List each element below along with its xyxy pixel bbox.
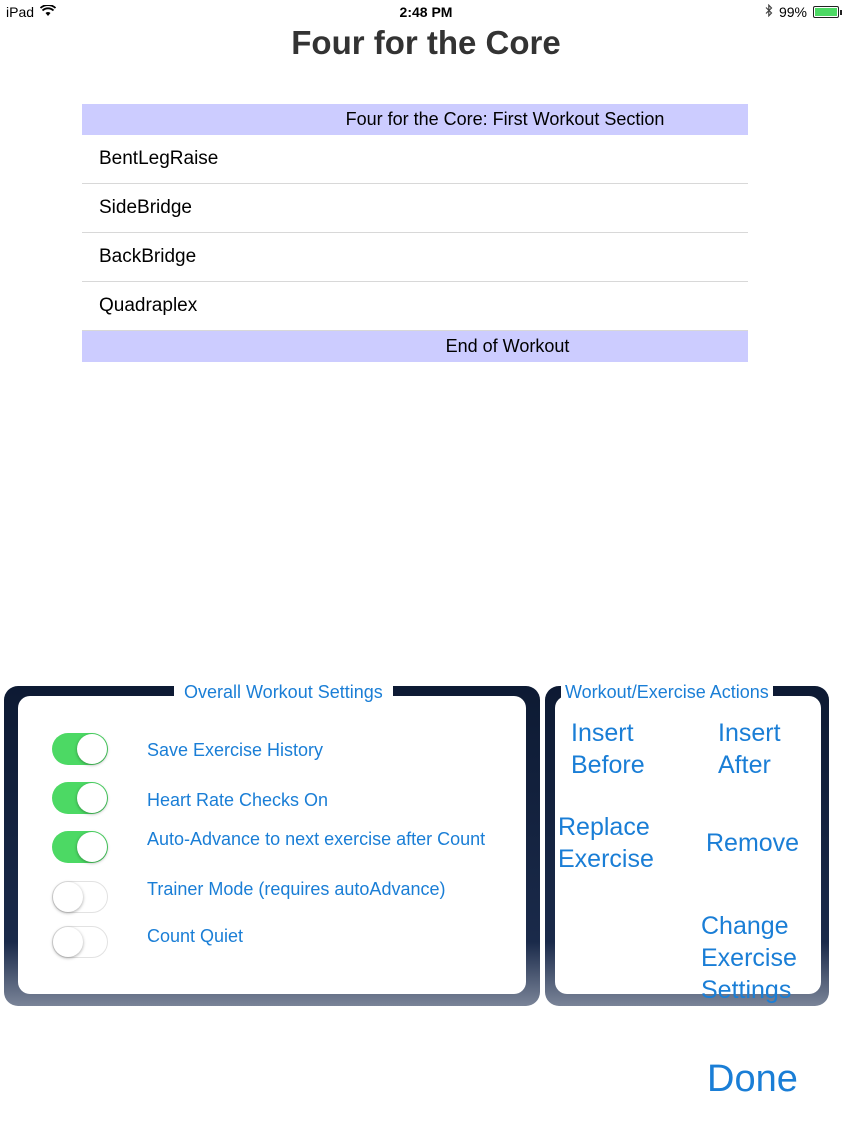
heart-rate-toggle[interactable] — [52, 782, 108, 814]
remove-button[interactable]: Remove — [706, 829, 800, 857]
page-title: Four for the Core — [291, 24, 561, 61]
count-quiet-label: Count Quiet — [147, 926, 244, 946]
actions-panel-body — [555, 696, 821, 1004]
insert-after-label-line1: Insert — [718, 719, 781, 747]
replace-exercise-label-line1: Replace — [558, 813, 650, 841]
insert-before-label-line1: Insert — [571, 719, 634, 747]
device-label: iPad — [6, 4, 35, 20]
exercise-row[interactable]: SideBridge — [82, 184, 748, 233]
exercise-row[interactable]: Quadraplex — [82, 282, 748, 331]
settings-panel — [4, 682, 540, 1006]
status-bar — [0, 0, 852, 24]
save-history-label: Save Exercise History — [147, 740, 324, 760]
settings-panel-body — [18, 696, 526, 994]
trainer-mode-label: Trainer Mode (requires autoAdvance) — [147, 879, 446, 899]
replace-exercise-button[interactable] — [558, 811, 654, 875]
change-settings-label-line1: Change — [701, 912, 789, 940]
change-settings-label-line3: Settings — [701, 976, 792, 1004]
section-header: Four for the Core: First Workout Section — [82, 104, 748, 135]
auto-advance-toggle[interactable] — [52, 831, 108, 863]
replace-exercise-label-line2: Exercise — [558, 845, 654, 873]
bluetooth-icon — [765, 4, 773, 20]
exercise-row[interactable]: BackBridge — [82, 233, 748, 282]
actions-panel-title: Workout/Exercise Actions — [561, 682, 773, 703]
insert-after-button[interactable] — [718, 717, 781, 781]
insert-after-label-line2: After — [718, 751, 771, 779]
done-button[interactable]: Done — [707, 1058, 798, 1100]
end-of-workout-header: End of Workout — [82, 331, 748, 362]
save-history-toggle[interactable] — [52, 733, 108, 765]
heart-rate-label: Heart Rate Checks On — [147, 790, 329, 810]
workout-table — [82, 104, 748, 362]
status-time: 2:48 PM — [399, 4, 453, 20]
insert-before-label-line2: Before — [571, 751, 645, 779]
exercise-row[interactable]: BentLegRaise — [82, 135, 748, 184]
battery-percent: 99% — [778, 4, 807, 20]
count-quiet-toggle[interactable] — [52, 926, 108, 958]
insert-before-button[interactable] — [571, 717, 645, 781]
actions-panel — [545, 682, 829, 1006]
settings-panel-title: Overall Workout Settings — [174, 682, 393, 703]
battery-icon — [813, 6, 839, 18]
auto-advance-label: Auto-Advance to next exercise after Count — [147, 829, 486, 849]
battery-tip-icon — [840, 10, 842, 15]
change-settings-label-line2: Exercise — [701, 944, 797, 972]
change-exercise-settings-button[interactable] — [701, 910, 797, 1006]
trainer-mode-toggle[interactable] — [52, 881, 108, 913]
